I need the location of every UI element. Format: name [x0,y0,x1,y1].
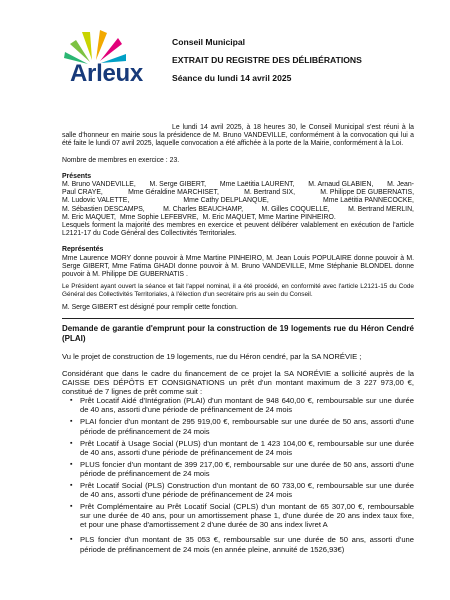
loan-item: ▪ PLS foncier d'un montant de 35 053 €, remboursable sur une durée de 50 ans, assorti d'une période de préfinancement de 24 mois (en année pleine, annuité de 1526,93€) [80,535,414,553]
present-member: M. Arnaud GLABIEN, [308,181,374,189]
present-member: M. Sébastien DESCAMPS, [62,205,145,213]
present-member: M. Bertrand SIX, [244,189,296,197]
loan-item: ▪ Prêt Complémentaire au Prêt Locatif Social (CPLS) d'un montant de 65 307,00 €, remboursable sur une durée de 40 ans, pour un amortissement phase 1, d'une durée de 20 ans index taux fixe, et pour une phase d'amortissement 2 d'une durée de 30 ans index livret A [80,502,414,529]
arleux-logo [60,30,164,102]
loan-item: ▪ PLUS foncier d'un montant de 399 217,00 €, remboursable sur une durée de 50 ans, assorti d'une période de préfinancement de 24 mois [80,460,414,478]
section-divider [62,318,414,319]
document-header [172,37,422,91]
deliberation-subject: Demande de garantie d'emprunt pour la construction de 19 logements rue du Héron Cendré (PLAI) [62,323,414,343]
loan-item: ▪ Prêt Locatif à Usage Social (PLUS) d'un montant de 1 423 104,00 €, remboursable sur une durée de 40 ans, assorti d'une période de préfinancement de 24 mois [80,439,414,457]
secretary-designation: M. Serge GIBERT est désigné pour remplir cette fonction. [62,303,238,311]
present-member: M. Serge GIBERT, [149,181,207,189]
loan-list [62,396,414,553]
presents-line [62,181,414,189]
present-member: M. Ludovic VALETTE, [62,197,130,205]
presents-line [62,206,414,214]
header-session: Séance du lundi 14 avril 2025 [172,73,292,83]
present-member: Mme Sophie LEFEBVRE, [119,213,199,221]
present-member: Mme Géraldine MARCHISET, [128,189,219,197]
represented-title: Représentés [62,246,104,254]
present-member: M. Jean- [387,181,414,189]
present-member: M. Eric MAQUET, Mme Martine PINHEIRO. [202,213,336,221]
quorum-statement: Lesquels forment la majorité des membres en exercice et peuvent délibérer valablement en exécution de l'article L2121-17 du Code Général des Collectivités Territoriales. [62,222,414,238]
considering-project: Vu le projet de construction de 19 logements, rue du Héron cendré, par la SA NORÉVIE ; [62,351,362,361]
president-note: Le Président ayant ouvert la séance et fait l'appel nominal, il a été procédé, en conformité avec l'article L2121-15 du Code Général des Collectivités Territoriales, à l'élection d'un secrétaire pris au sein du Conseil. [62,283,414,299]
present-member: Mme Laëtitia PANNECOCKE, [322,197,414,205]
loan-item: ▪ Prêt Locatif Aidé d'Intégration (PLAI) d'un montant de 948 640,00 €, remboursable sur une durée de 40 ans, assorti d'une période de préfinancement de 24 mois [80,396,414,414]
present-member: M. Eric MAQUET, [62,213,116,221]
presents-line [62,214,414,222]
presents-title: Présents [62,172,92,180]
deliberation-body [62,124,414,557]
loan-item: ▪ PLAI foncier d'un montant de 295 919,00 €, remboursable sur une durée de 50 ans, assorti d'une période de préfinancement de 24 mois [80,417,414,435]
logo-wordmark: Arleux [70,60,143,87]
header-title: Conseil Municipal [172,37,246,47]
members-count: Nombre de membres en exercice : 23. [62,156,180,164]
present-member: M. Gilles COQUELLE, [261,205,330,213]
represented-text: Mme Laurence MORY donne pouvoir à Mme Martine PINHEIRO, M. Jean Louis POPULAIRE donne pouvoir à M. Serge GIBERT, Mme Fatima GHADI donne pouvoir à M. Bruno VANDEVILLE, Mme Stéphanie BLONDEL donne pouvoir à M. Philippe DE GUBERNATIS . [62,254,414,279]
considering-financing: Considérant que dans le cadre du financement de ce projet la SA NORÉVIE a sollicité auprès de la CAISSE DES DÉPÔTS ET CONSIGNATIONS un prêt d'un montant maximum de 3 227 973,00 €, constitué de 7 lignes de prêt comme suit : [62,368,414,397]
present-member: Mme Cathy DELPLANQUE, [183,197,269,205]
present-member: M. Charles BEAUCHAMP, [163,205,244,213]
present-member: M. Bertrand MERLIN, [348,205,414,213]
presents-line [62,189,414,197]
presents-line [62,197,414,205]
present-member: Mme Laëtitia LAURENT, [219,181,295,189]
present-member: M. Philippe DE GUBERNATIS, [320,189,414,197]
header-subtitle: EXTRAIT DU REGISTRE DES DÉLIBÉRATIONS [172,55,362,65]
intro-paragraph: Le lundi 14 avril 2025, à 18 heures 30, le Conseil Municipal s'est réuni à la salle d'honneur en mairie sous la présidence de M. Bruno VANDEVILLE, conformément à la convocation qui lui a été faite le lundi 07 avril 2025, laquelle convocation a été affichée à la porte de la Mairie, conformément à la Loi. [62,124,414,148]
loan-item: ▪ Prêt Locatif Social (PLS) Construction d'un montant de 60 733,00 €, remboursable sur une durée de 40 ans, assorti d'une période de préfinancement de 24 mois [80,481,414,499]
present-member: M. Bruno VANDEVILLE, [62,181,136,189]
present-member: Paul CRAYE, [62,189,103,197]
